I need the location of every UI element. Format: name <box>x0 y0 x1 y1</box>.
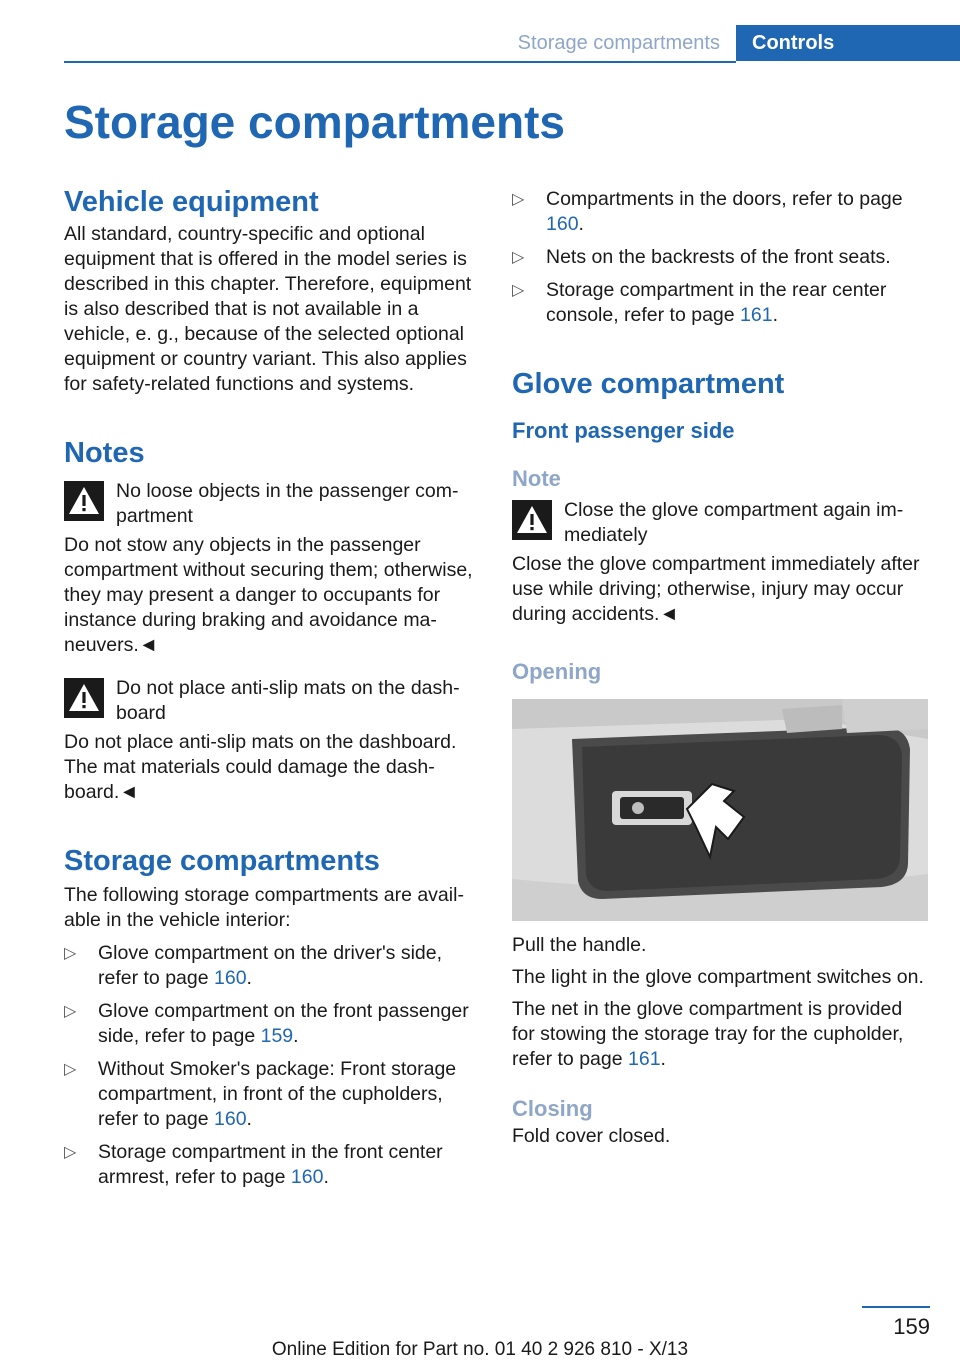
page-link[interactable]: 160 <box>546 213 579 235</box>
closing-body: Fold cover closed. <box>512 1125 671 1147</box>
opening-step-2: The light in the glove compartment switches on. <box>512 966 924 988</box>
warning-triangle-icon <box>64 481 104 521</box>
vehicle-equipment-body: All standard, country-specific and optional equipment that is offered in the model series is described in this chapter. Therefore, equipment is also described that is not available in a vehicle, e. g., because of the selected optional equipment or country variant. This also applies for safety-related functions and systems. <box>64 223 472 395</box>
header-section-tab: Storage compartments <box>517 32 720 54</box>
header-rule <box>64 61 736 63</box>
warning-anti-slip-mats <box>64 676 482 726</box>
page-link[interactable]: 160 <box>214 967 247 989</box>
list-item: ▷ Glove compartment on the driver's side, refer to page 160. <box>64 942 443 989</box>
triangle-right-icon: ▷ <box>64 945 77 962</box>
page-link[interactable]: 160 <box>290 1166 324 1188</box>
list-item: ▷ Glove compartment on the front passenger side, refer to page 159. <box>64 1000 469 1047</box>
note-heading: Note <box>512 466 561 491</box>
footer-edition: Online Edition for Part no. 01 40 2 926 810 - X/13 <box>271 1339 689 1360</box>
warning-body: Do not place anti-slip mats on the dashboard. The mat materials could damage the dashboard.◄ <box>64 731 457 803</box>
storage-compartments-heading: Storage compartments <box>64 845 380 877</box>
warning-loose-objects <box>64 479 482 529</box>
warning-triangle-icon <box>64 678 104 718</box>
opening-step-3: The net in the glove compartment is provided for stowing the storage tray for the cupholder, refer to page 161. <box>512 998 904 1070</box>
storage-list-continued <box>512 187 930 328</box>
right-column <box>512 187 930 1149</box>
glove-compartment-illustration <box>512 699 928 921</box>
glove-compartment-heading: Glove compartment <box>512 368 785 400</box>
triangle-right-icon: ▷ <box>64 1144 77 1161</box>
list-item: ▷ Storage compartment in the rear center console, refer to page 161. <box>512 279 887 326</box>
warning-title: No loose objects in the passenger compartment <box>116 480 459 527</box>
page-link[interactable]: 160 <box>214 1108 247 1130</box>
warning-body: Do not stow any objects in the passenger compartment without securing them; otherwise, they may present a danger to occupants for instance during braking and avoidance maneuvers.◄ <box>64 534 473 656</box>
opening-step-1: Pull the handle. <box>512 934 647 956</box>
list-item: ▷ Without Smoker's package: Front storage compartment, in front of the cupholders, refer to page 160. <box>64 1058 457 1130</box>
triangle-right-icon: ▷ <box>64 1061 77 1078</box>
warning-title: Do not place anti-slip mats on the dashboard <box>116 677 460 724</box>
front-passenger-side-heading: Front passenger side <box>512 418 735 443</box>
warning-title: Close the glove compartment again immediately <box>564 499 904 546</box>
vehicle-equipment-heading: Vehicle equipment <box>64 186 319 218</box>
triangle-right-icon: ▷ <box>64 1003 77 1020</box>
left-column <box>64 184 482 1190</box>
page-link[interactable]: 161 <box>628 1048 661 1070</box>
list-item: ▷ Nets on the backrests of the front seats. <box>512 246 891 268</box>
header-chapter-tab: Controls <box>736 25 960 61</box>
glove-compartment-image <box>512 699 928 921</box>
page-number: 159 <box>862 1306 930 1344</box>
notes-heading: Notes <box>64 437 145 469</box>
warning-triangle-icon <box>512 500 552 540</box>
warning-body: Close the glove compartment immediately after use while driving; otherwise, injury may occur during accidents.◄ <box>512 553 920 625</box>
page-link[interactable]: 161 <box>740 304 773 326</box>
page-link[interactable]: 159 <box>260 1025 294 1047</box>
triangle-right-icon: ▷ <box>512 191 525 208</box>
closing-heading: Closing <box>512 1096 593 1121</box>
opening-heading: Opening <box>512 659 602 684</box>
page-title: Storage compartments <box>64 96 566 148</box>
storage-intro: The following storage compartments are available in the vehicle interior: <box>64 884 464 931</box>
triangle-right-icon: ▷ <box>512 249 525 266</box>
storage-list <box>64 941 482 1190</box>
list-item: ▷ Compartments in the doors, refer to page 160. <box>512 188 903 235</box>
triangle-right-icon: ▷ <box>512 282 525 299</box>
warning-close-glove-compartment <box>512 498 930 548</box>
list-item: ▷ Storage compartment in the front center armrest, refer to page 160. <box>64 1141 443 1188</box>
